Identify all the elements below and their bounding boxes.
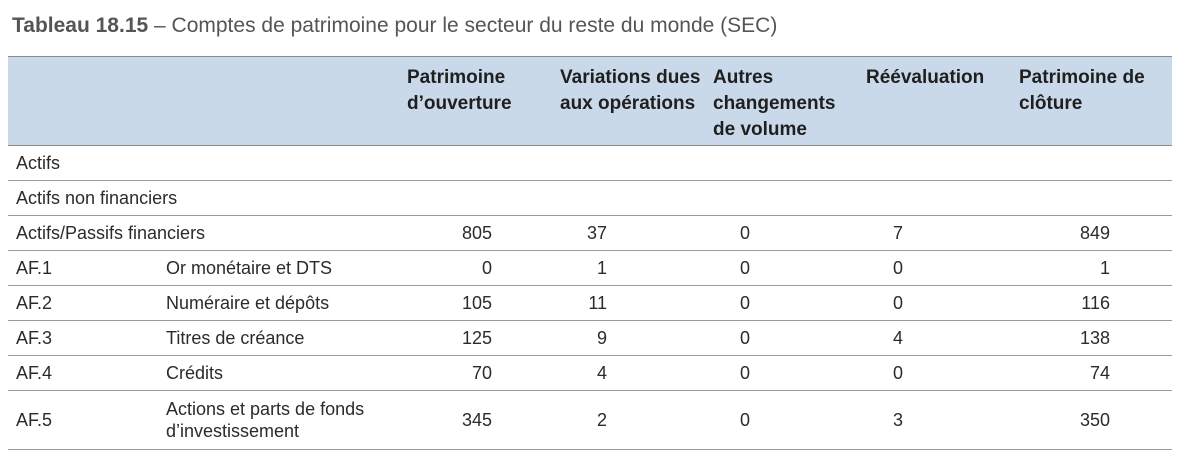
cell-value: 0 [709,216,862,251]
cell-value: 0 [709,286,862,321]
cell-value: 0 [862,286,1015,321]
cell-value: 805 [403,216,556,251]
cell-value: 0 [709,391,862,450]
row-label: Actifs non financiers [8,181,1172,216]
cell-value: 7 [862,216,1015,251]
table-row [8,146,1172,181]
header-row [8,57,1172,146]
row-label: Titres de créance [158,321,403,356]
cell-value: 74 [1015,356,1172,391]
cell-value: 0 [709,321,862,356]
cell-value: 2 [556,391,709,450]
row-code: AF.5 [8,391,158,450]
table-row [8,216,1172,251]
row-label-cell [158,391,403,450]
row-code: AF.4 [8,356,158,391]
cell-value: 4 [556,356,709,391]
cell-value: 116 [1015,286,1172,321]
cell-value: 1 [1015,251,1172,286]
column-header: Variations dues aux opérations [560,67,701,114]
cell-value: 9 [556,321,709,356]
row-code: AF.3 [8,321,158,356]
table-row [8,181,1172,216]
cell-value: 125 [403,321,556,356]
row-label: Actifs/Passifs financiers [8,216,403,251]
cell-value: 37 [556,216,709,251]
cell-value: 105 [403,286,556,321]
cell-value: 4 [862,321,1015,356]
table-row [8,251,1172,286]
row-code: AF.2 [8,286,158,321]
balance-sheet-table [8,56,1172,450]
cell-value: 345 [403,391,556,450]
cell-value: 849 [1015,216,1172,251]
column-header: Patrimoine d’ouverture [407,67,512,114]
row-label: Or monétaire et DTS [158,251,403,286]
row-code: AF.1 [8,251,158,286]
table-row [8,321,1172,356]
table-number: Tableau 18.15 [12,14,149,37]
cell-value: 138 [1015,321,1172,356]
cell-value: 1 [556,251,709,286]
row-label: Actifs [8,146,1172,181]
table-row [8,356,1172,391]
row-label: Crédits [158,356,403,391]
cell-value: 70 [403,356,556,391]
table-row [8,391,1172,450]
header-empty [158,57,403,146]
column-header: Patrimoine de clôture [1019,67,1145,114]
cell-value: 0 [709,356,862,391]
cell-value: 0 [709,251,862,286]
row-label: Actions et parts de fonds d’investissement [166,399,365,441]
cell-value: 11 [556,286,709,321]
column-header: Réévaluation [866,67,985,88]
row-label: Numéraire et dépôts [158,286,403,321]
cell-value: 3 [862,391,1015,450]
header-empty [8,57,158,146]
cell-value: 0 [403,251,556,286]
table-caption [12,14,777,38]
table-row [8,286,1172,321]
cell-value: 350 [1015,391,1172,450]
cell-value: 0 [862,251,1015,286]
cell-value: 0 [862,356,1015,391]
table-title: – Comptes de patrimoine pour le secteur du reste du monde (SEC) [148,14,778,37]
column-header: Autres changements de volume [713,67,836,140]
